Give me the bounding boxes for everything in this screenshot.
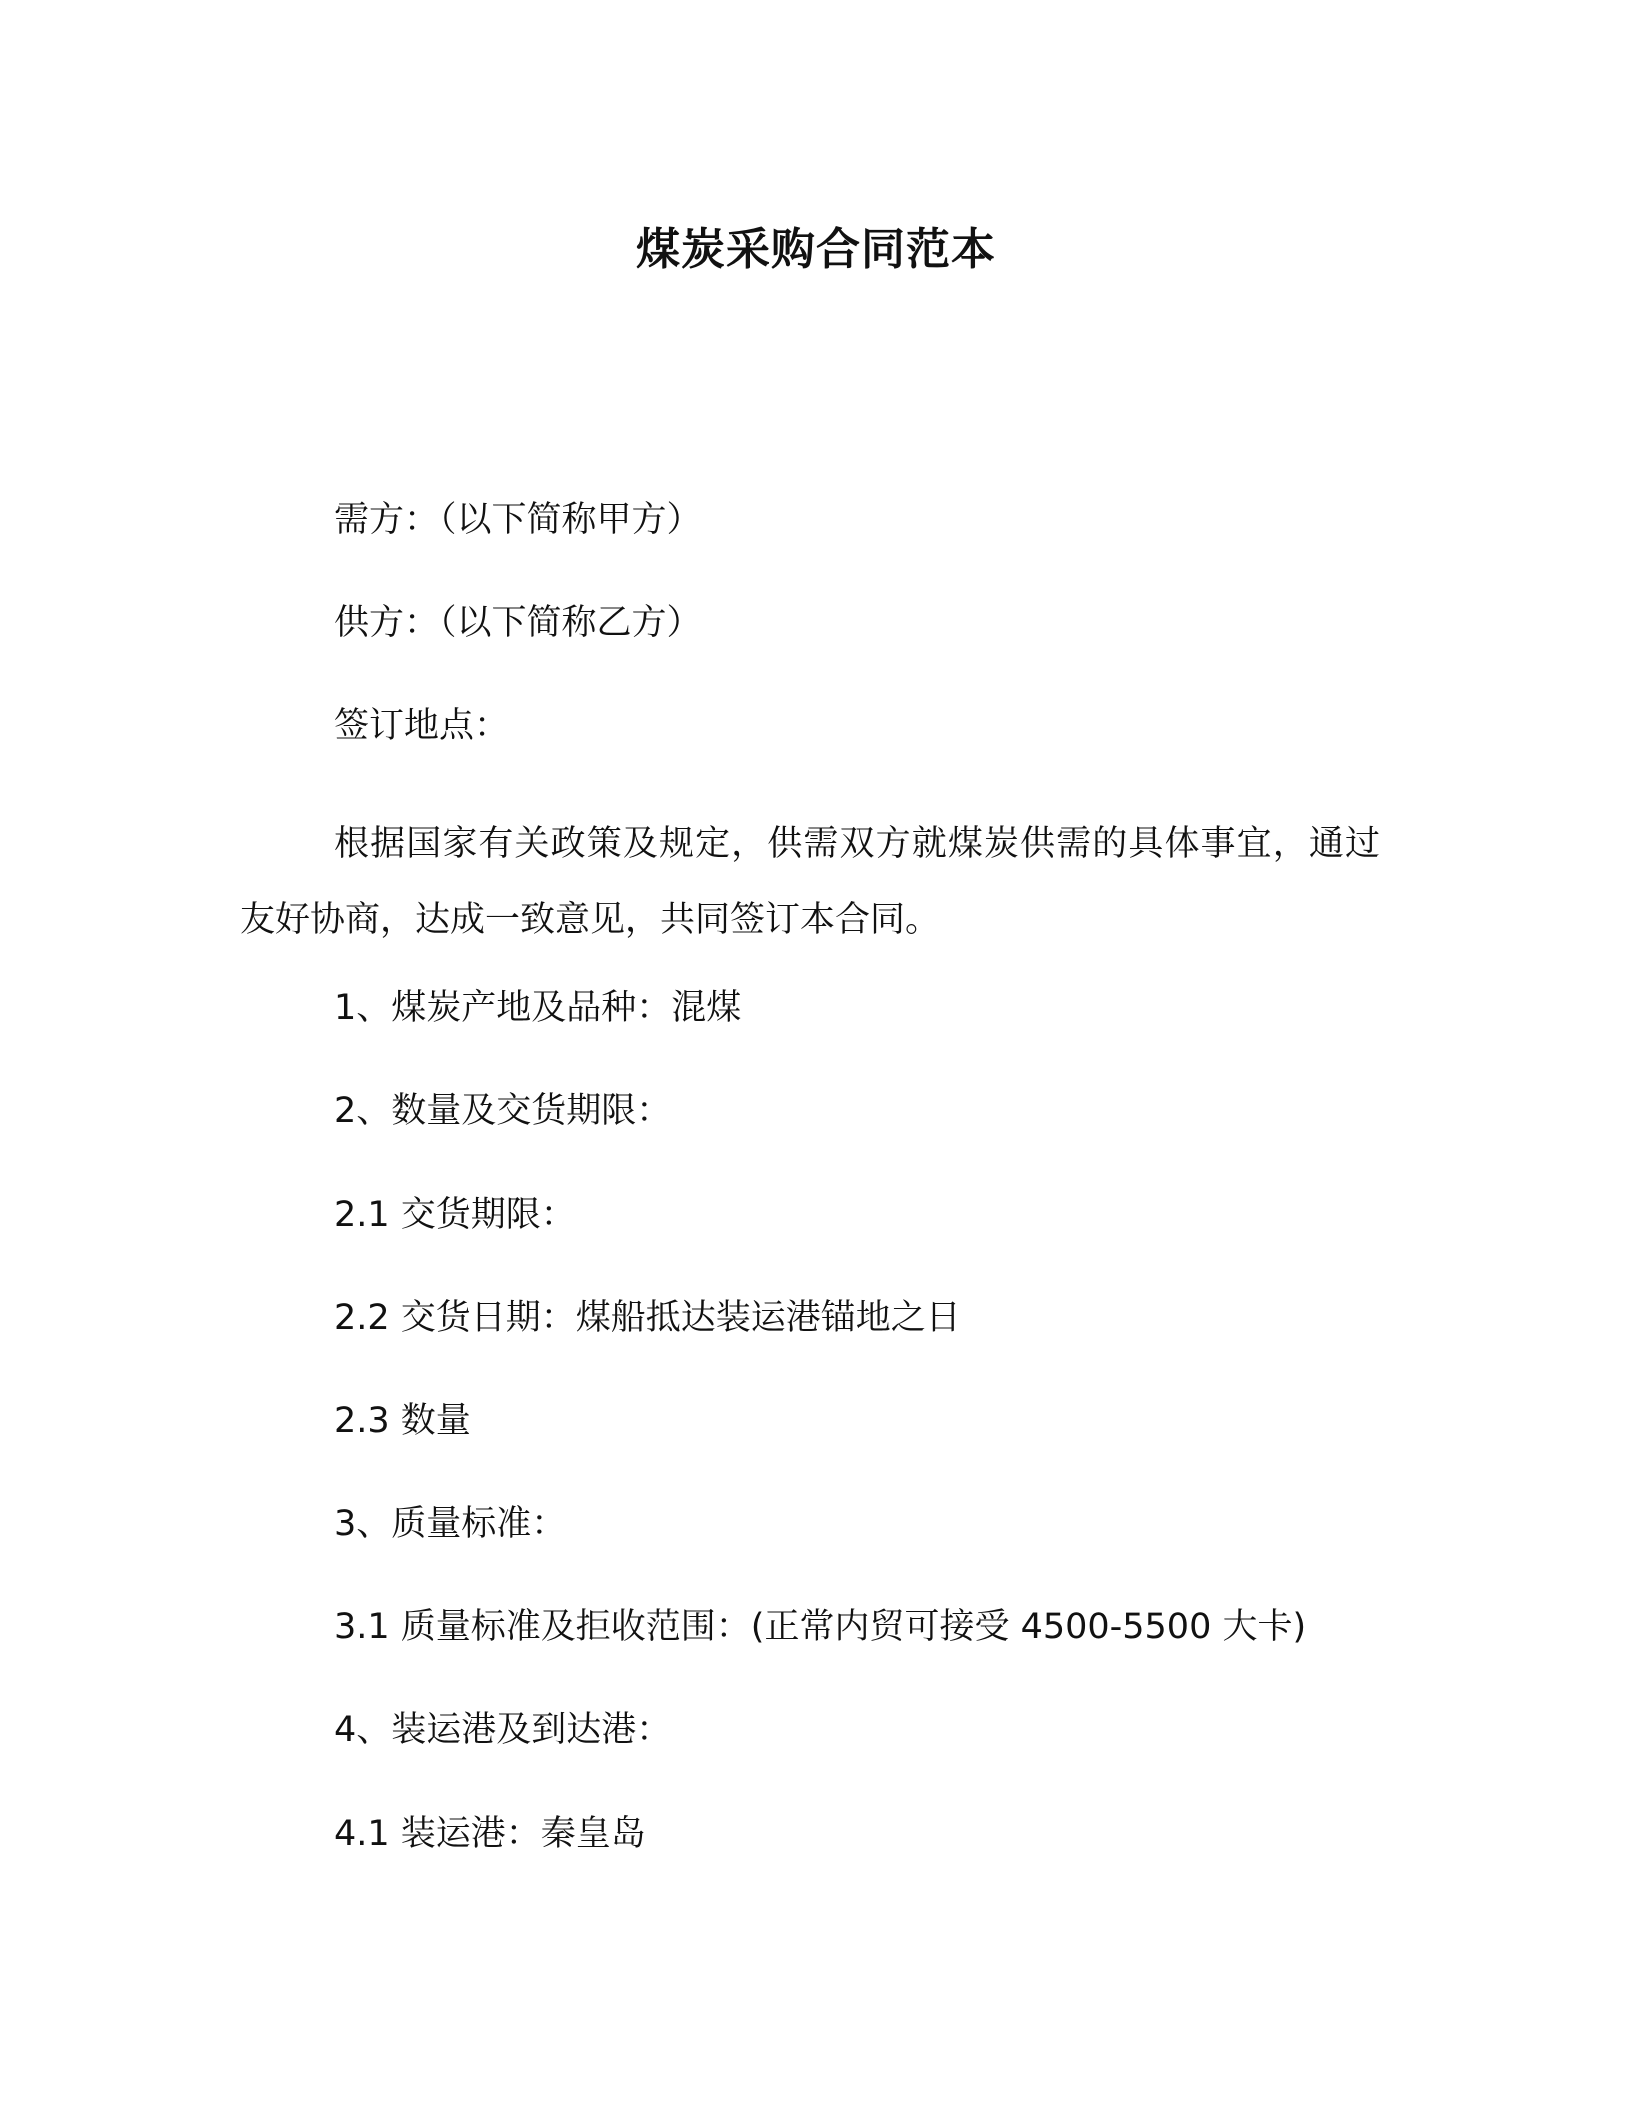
clause-item: 2、数量及交货期限： [334, 1091, 672, 1131]
clause-item: 4、装运港及到达港： [334, 1710, 672, 1750]
signing-location-line: 签订地点： [334, 706, 510, 746]
clause-item: 3.1 质量标准及拒收范围：(正常内贸可接受 4500-5500 大卡) [334, 1607, 1307, 1647]
clause-item: 1、煤炭产地及品种：混煤 [334, 988, 742, 1028]
clause-item: 4.1 装运港：秦皇岛 [334, 1814, 646, 1854]
clause-item: 3、质量标准： [334, 1504, 567, 1544]
buyer-line: 需方：（以下简称甲方） [334, 500, 702, 540]
document-title: 煤炭采购合同范本 [636, 224, 996, 275]
clause-item: 2.2 交货日期：煤船抵达装运港锚地之日 [334, 1298, 961, 1338]
clause-item: 2.1 交货期限： [334, 1195, 576, 1235]
clause-item: 2.3 数量 [334, 1401, 471, 1441]
intro-paragraph: 根据国家有关政策及规定，供需双方就煤炭供需的具体事宜，通过友好协商，达成一致意见，共同签订本合同。 [240, 824, 1380, 940]
seller-line: 供方：（以下简称乙方） [334, 603, 702, 643]
